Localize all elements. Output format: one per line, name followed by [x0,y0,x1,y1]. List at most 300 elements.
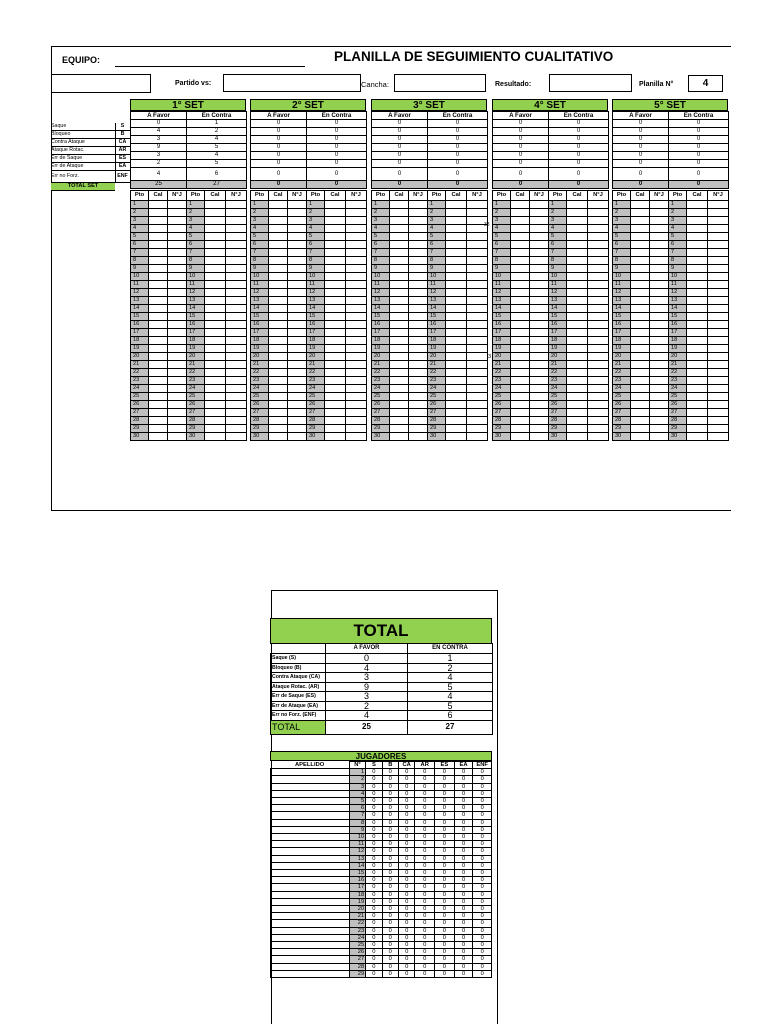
cal-cell[interactable] [325,401,346,409]
player-stat-cell[interactable]: 0 [435,949,455,956]
cal-cell[interactable] [269,305,288,313]
cal-cell[interactable] [205,257,226,265]
cal-cell[interactable] [390,417,409,425]
nj-cell[interactable] [226,289,247,297]
player-stat-cell[interactable]: 0 [382,783,398,790]
nj-cell[interactable] [588,361,609,369]
player-stat-cell[interactable]: 0 [415,934,435,941]
cal-cell[interactable] [325,201,346,209]
nj-cell[interactable] [168,345,187,353]
nj-cell[interactable] [168,321,187,329]
cal-cell[interactable] [511,337,530,345]
set-contra-cell[interactable]: 0 [428,128,488,136]
player-stat-cell[interactable]: 0 [473,870,492,877]
nj-cell[interactable] [346,369,367,377]
cal-cell[interactable] [631,281,650,289]
nj-cell[interactable] [530,201,549,209]
cal-cell[interactable] [325,249,346,257]
apellido-cell[interactable] [271,877,350,884]
nj-cell[interactable] [708,353,729,361]
nj-cell[interactable] [288,385,307,393]
player-stat-cell[interactable]: 0 [435,776,455,783]
nj-cell[interactable] [530,249,549,257]
nj-cell[interactable] [346,257,367,265]
nj-cell[interactable] [288,401,307,409]
player-stat-cell[interactable]: 0 [415,783,435,790]
player-stat-cell[interactable]: 0 [398,884,414,891]
player-stat-cell[interactable]: 0 [415,834,435,841]
resultado-field[interactable] [549,74,632,92]
nj-cell[interactable] [226,265,247,273]
cal-cell[interactable] [149,321,168,329]
cal-cell[interactable] [567,329,588,337]
nj-cell[interactable] [530,385,549,393]
nj-cell[interactable] [168,361,187,369]
cal-cell[interactable] [205,337,226,345]
nj-cell[interactable] [409,201,428,209]
player-stat-cell[interactable]: 0 [454,913,473,920]
cal-cell[interactable] [269,233,288,241]
nj-cell[interactable] [708,433,729,441]
nj-cell[interactable] [346,281,367,289]
cal-cell[interactable] [325,281,346,289]
nj-cell[interactable] [288,369,307,377]
cal-cell[interactable] [446,249,467,257]
cal-cell[interactable] [269,425,288,433]
cal-cell[interactable] [149,201,168,209]
nj-cell[interactable] [409,257,428,265]
cal-cell[interactable] [205,353,226,361]
nj-cell[interactable] [530,281,549,289]
player-stat-cell[interactable]: 0 [415,970,435,977]
cal-cell[interactable] [325,225,346,233]
nj-cell[interactable] [708,393,729,401]
set-contra-cell[interactable]: 0 [549,152,609,160]
player-stat-cell[interactable]: 0 [415,898,435,905]
cal-cell[interactable] [325,417,346,425]
cal-cell[interactable] [205,401,226,409]
cal-cell[interactable] [687,305,708,313]
nj-cell[interactable] [168,401,187,409]
player-stat-cell[interactable]: 0 [415,884,435,891]
apellido-cell[interactable] [271,805,350,812]
player-stat-cell[interactable]: 0 [415,920,435,927]
nj-cell[interactable] [530,377,549,385]
player-stat-cell[interactable]: 0 [366,812,382,819]
cal-cell[interactable] [446,209,467,217]
player-stat-cell[interactable]: 0 [435,798,455,805]
player-stat-cell[interactable]: 0 [454,891,473,898]
nj-cell[interactable] [708,273,729,281]
cal-cell[interactable] [631,345,650,353]
nj-cell[interactable] [168,409,187,417]
apellido-cell[interactable] [271,862,350,869]
cal-cell[interactable] [567,313,588,321]
player-stat-cell[interactable]: 0 [435,805,455,812]
set-favor-cell[interactable]: 0 [251,120,307,128]
cal-cell[interactable] [631,305,650,313]
apellido-cell[interactable] [271,798,350,805]
nj-cell[interactable] [467,409,488,417]
cal-cell[interactable] [390,225,409,233]
cal-cell[interactable] [631,409,650,417]
nj-cell[interactable] [530,369,549,377]
player-stat-cell[interactable]: 0 [473,920,492,927]
set-favor-cell[interactable]: 9 [131,144,187,152]
cal-cell[interactable] [567,377,588,385]
cal-cell[interactable] [205,433,226,441]
cal-cell[interactable] [567,433,588,441]
set-favor-cell[interactable]: 0 [493,160,549,168]
nj-cell[interactable] [708,377,729,385]
nj-cell[interactable] [409,409,428,417]
player-stat-cell[interactable]: 0 [415,805,435,812]
set-contra-cell[interactable]: 0 [307,128,367,136]
player-stat-cell[interactable]: 0 [382,949,398,956]
nj-cell[interactable] [168,433,187,441]
cal-cell[interactable] [325,337,346,345]
player-stat-cell[interactable]: 0 [398,769,414,776]
player-stat-cell[interactable]: 0 [435,841,455,848]
set-contra-cell[interactable]: 0 [549,128,609,136]
nj-cell[interactable] [650,281,669,289]
nj-cell[interactable] [346,401,367,409]
nj-cell[interactable] [288,337,307,345]
nj-cell[interactable] [346,305,367,313]
player-stat-cell[interactable]: 0 [398,862,414,869]
nj-cell[interactable] [530,345,549,353]
cal-cell[interactable] [687,241,708,249]
cal-cell[interactable] [149,393,168,401]
player-stat-cell[interactable]: 0 [382,769,398,776]
nj-cell[interactable] [226,225,247,233]
player-stat-cell[interactable]: 0 [454,970,473,977]
nj-cell[interactable] [708,337,729,345]
player-stat-cell[interactable]: 0 [382,913,398,920]
cal-cell[interactable] [511,297,530,305]
nj-cell[interactable] [226,433,247,441]
nj-cell[interactable] [530,233,549,241]
cal-cell[interactable] [205,289,226,297]
apellido-cell[interactable] [271,949,350,956]
nj-cell[interactable] [288,409,307,417]
nj-cell[interactable] [409,297,428,305]
cal-cell[interactable] [511,201,530,209]
player-stat-cell[interactable]: 0 [382,898,398,905]
player-stat-cell[interactable]: 0 [366,956,382,963]
set-favor-cell[interactable]: 0 [251,168,307,181]
cal-cell[interactable] [269,337,288,345]
nj-cell[interactable] [588,401,609,409]
nj-cell[interactable] [588,433,609,441]
player-stat-cell[interactable]: 0 [366,848,382,855]
cal-cell[interactable] [325,209,346,217]
apellido-cell[interactable] [271,927,350,934]
nj-cell[interactable] [226,369,247,377]
player-stat-cell[interactable]: 0 [454,862,473,869]
nj-cell[interactable] [650,337,669,345]
nj-cell[interactable] [288,209,307,217]
cal-cell[interactable] [149,313,168,321]
set-contra-cell[interactable]: 0 [549,120,609,128]
cal-cell[interactable] [446,329,467,337]
nj-cell[interactable] [409,329,428,337]
nj-cell[interactable] [346,273,367,281]
nj-cell[interactable] [650,433,669,441]
nj-cell[interactable] [346,217,367,225]
set-favor-cell[interactable]: 0 [493,152,549,160]
cal-cell[interactable] [511,225,530,233]
nj-cell[interactable] [588,289,609,297]
apellido-cell[interactable] [271,769,350,776]
cal-cell[interactable] [205,417,226,425]
set-favor-cell[interactable]: 0 [372,160,428,168]
nj-cell[interactable] [530,241,549,249]
player-stat-cell[interactable]: 0 [435,855,455,862]
nj-cell[interactable] [708,409,729,417]
player-stat-cell[interactable]: 0 [366,913,382,920]
player-stat-cell[interactable]: 0 [473,949,492,956]
cal-cell[interactable] [325,321,346,329]
player-stat-cell[interactable]: 0 [415,798,435,805]
cal-cell[interactable] [687,265,708,273]
cal-cell[interactable] [511,361,530,369]
cal-cell[interactable] [269,201,288,209]
cal-cell[interactable] [325,313,346,321]
cal-cell[interactable] [205,297,226,305]
nj-cell[interactable] [346,417,367,425]
nj-cell[interactable] [467,321,488,329]
cal-cell[interactable] [687,409,708,417]
set-contra-cell[interactable]: 0 [307,120,367,128]
total-contra-cell[interactable]: 5 [408,701,493,711]
cal-cell[interactable] [567,369,588,377]
cal-cell[interactable] [325,369,346,377]
nj-cell[interactable] [530,217,549,225]
nj-cell[interactable] [588,369,609,377]
set-contra-cell[interactable]: 0 [669,128,729,136]
cal-cell[interactable] [269,377,288,385]
set-favor-cell[interactable]: 0 [251,144,307,152]
nj-cell[interactable] [708,329,729,337]
cal-cell[interactable] [149,217,168,225]
nj-cell[interactable] [588,217,609,225]
nj-cell[interactable] [467,329,488,337]
player-stat-cell[interactable]: 0 [454,884,473,891]
cal-cell[interactable] [567,297,588,305]
player-stat-cell[interactable]: 0 [435,884,455,891]
player-stat-cell[interactable]: 0 [382,798,398,805]
nj-cell[interactable] [708,225,729,233]
set-contra-cell[interactable]: 1 [187,120,247,128]
cal-cell[interactable] [631,361,650,369]
player-stat-cell[interactable]: 0 [473,812,492,819]
nj-cell[interactable] [650,345,669,353]
nj-cell[interactable] [530,393,549,401]
player-stat-cell[interactable]: 0 [415,862,435,869]
nj-cell[interactable] [467,377,488,385]
cal-cell[interactable] [687,201,708,209]
cal-cell[interactable] [511,257,530,265]
cal-cell[interactable] [511,273,530,281]
set-favor-cell[interactable]: 0 [493,168,549,181]
nj-cell[interactable] [530,273,549,281]
nj-cell[interactable] [288,329,307,337]
nj-cell[interactable] [530,361,549,369]
nj-cell[interactable] [288,345,307,353]
nj-cell[interactable] [650,225,669,233]
nj-cell[interactable] [226,401,247,409]
nj-cell[interactable] [530,337,549,345]
player-stat-cell[interactable]: 0 [415,927,435,934]
set-contra-cell[interactable]: 0 [549,160,609,168]
player-stat-cell[interactable]: 0 [415,956,435,963]
nj-cell[interactable] [226,329,247,337]
player-stat-cell[interactable]: 0 [382,819,398,826]
player-stat-cell[interactable]: 0 [473,769,492,776]
nj-cell[interactable] [346,289,367,297]
set-favor-cell[interactable]: 0 [493,144,549,152]
set-favor-cell[interactable]: 0 [251,136,307,144]
nj-cell[interactable] [530,225,549,233]
total-favor-cell[interactable]: 4 [326,663,408,673]
player-stat-cell[interactable]: 0 [415,906,435,913]
nj-cell[interactable] [708,217,729,225]
player-stat-cell[interactable]: 0 [366,855,382,862]
player-stat-cell[interactable]: 0 [366,862,382,869]
apellido-cell[interactable] [271,891,350,898]
cal-cell[interactable] [446,241,467,249]
player-stat-cell[interactable]: 0 [435,920,455,927]
player-stat-cell[interactable]: 0 [473,826,492,833]
player-stat-cell[interactable]: 0 [473,898,492,905]
apellido-cell[interactable] [271,812,350,819]
cal-cell[interactable] [631,297,650,305]
player-stat-cell[interactable]: 0 [415,963,435,970]
cal-cell[interactable] [446,425,467,433]
cal-cell[interactable] [269,329,288,337]
cal-cell[interactable] [325,393,346,401]
cal-cell[interactable] [687,425,708,433]
set-favor-cell[interactable]: 0 [372,136,428,144]
set-favor-cell[interactable]: 0 [613,128,669,136]
player-stat-cell[interactable]: 0 [473,783,492,790]
nj-cell[interactable] [708,233,729,241]
nj-cell[interactable] [467,257,488,265]
set-contra-cell[interactable]: 0 [428,144,488,152]
set-contra-cell[interactable]: 0 [428,152,488,160]
cal-cell[interactable] [687,273,708,281]
cal-cell[interactable] [631,321,650,329]
set-favor-cell[interactable]: 0 [372,152,428,160]
cal-cell[interactable] [687,369,708,377]
nj-cell[interactable] [226,353,247,361]
cal-cell[interactable] [567,345,588,353]
player-stat-cell[interactable]: 0 [415,891,435,898]
nj-cell[interactable] [409,233,428,241]
nj-cell[interactable] [588,209,609,217]
player-stat-cell[interactable]: 0 [382,963,398,970]
nj-cell[interactable] [288,433,307,441]
nj-cell[interactable] [588,305,609,313]
player-stat-cell[interactable]: 0 [473,970,492,977]
player-stat-cell[interactable]: 0 [366,870,382,877]
player-stat-cell[interactable]: 0 [454,769,473,776]
player-stat-cell[interactable]: 0 [454,819,473,826]
apellido-cell[interactable] [271,848,350,855]
cal-cell[interactable] [631,369,650,377]
nj-cell[interactable] [409,401,428,409]
cal-cell[interactable] [149,209,168,217]
cal-cell[interactable] [149,289,168,297]
nj-cell[interactable] [409,313,428,321]
apellido-cell[interactable] [271,884,350,891]
cal-cell[interactable] [687,393,708,401]
cal-cell[interactable] [325,385,346,393]
player-stat-cell[interactable]: 0 [382,805,398,812]
cal-cell[interactable] [269,217,288,225]
cal-cell[interactable] [149,329,168,337]
cal-cell[interactable] [205,361,226,369]
nj-cell[interactable] [588,417,609,425]
player-stat-cell[interactable]: 0 [435,906,455,913]
total-contra-cell[interactable]: 4 [408,673,493,683]
cal-cell[interactable] [446,313,467,321]
cal-cell[interactable] [390,393,409,401]
player-stat-cell[interactable]: 0 [473,841,492,848]
nj-cell[interactable] [226,209,247,217]
nj-cell[interactable] [288,233,307,241]
set-contra-cell[interactable]: 0 [549,168,609,181]
set-contra-cell[interactable]: 2 [187,128,247,136]
cal-cell[interactable] [511,209,530,217]
nj-cell[interactable] [530,209,549,217]
nj-cell[interactable] [467,265,488,273]
player-stat-cell[interactable]: 0 [398,798,414,805]
player-stat-cell[interactable]: 0 [398,942,414,949]
cal-cell[interactable] [325,289,346,297]
cal-cell[interactable] [269,297,288,305]
player-stat-cell[interactable]: 0 [398,870,414,877]
player-stat-cell[interactable]: 0 [415,855,435,862]
cal-cell[interactable] [511,265,530,273]
cal-cell[interactable] [269,257,288,265]
player-stat-cell[interactable]: 0 [454,826,473,833]
nj-cell[interactable] [467,425,488,433]
set-contra-cell[interactable]: 5 [187,144,247,152]
cal-cell[interactable] [446,361,467,369]
player-stat-cell[interactable]: 0 [366,949,382,956]
cal-cell[interactable] [390,273,409,281]
nj-cell[interactable] [226,241,247,249]
player-stat-cell[interactable]: 0 [398,826,414,833]
nj-cell[interactable] [467,233,488,241]
cal-cell[interactable] [325,377,346,385]
nj-cell[interactable] [288,281,307,289]
nj-cell[interactable] [168,297,187,305]
nj-cell[interactable] [409,425,428,433]
nj-cell[interactable] [409,265,428,273]
cal-cell[interactable] [631,393,650,401]
set-favor-cell[interactable]: 3 [131,152,187,160]
cal-cell[interactable] [149,425,168,433]
apellido-cell[interactable] [271,783,350,790]
player-stat-cell[interactable]: 0 [366,891,382,898]
cal-cell[interactable] [269,313,288,321]
nj-cell[interactable] [346,209,367,217]
player-stat-cell[interactable]: 0 [435,812,455,819]
cal-cell[interactable] [687,281,708,289]
